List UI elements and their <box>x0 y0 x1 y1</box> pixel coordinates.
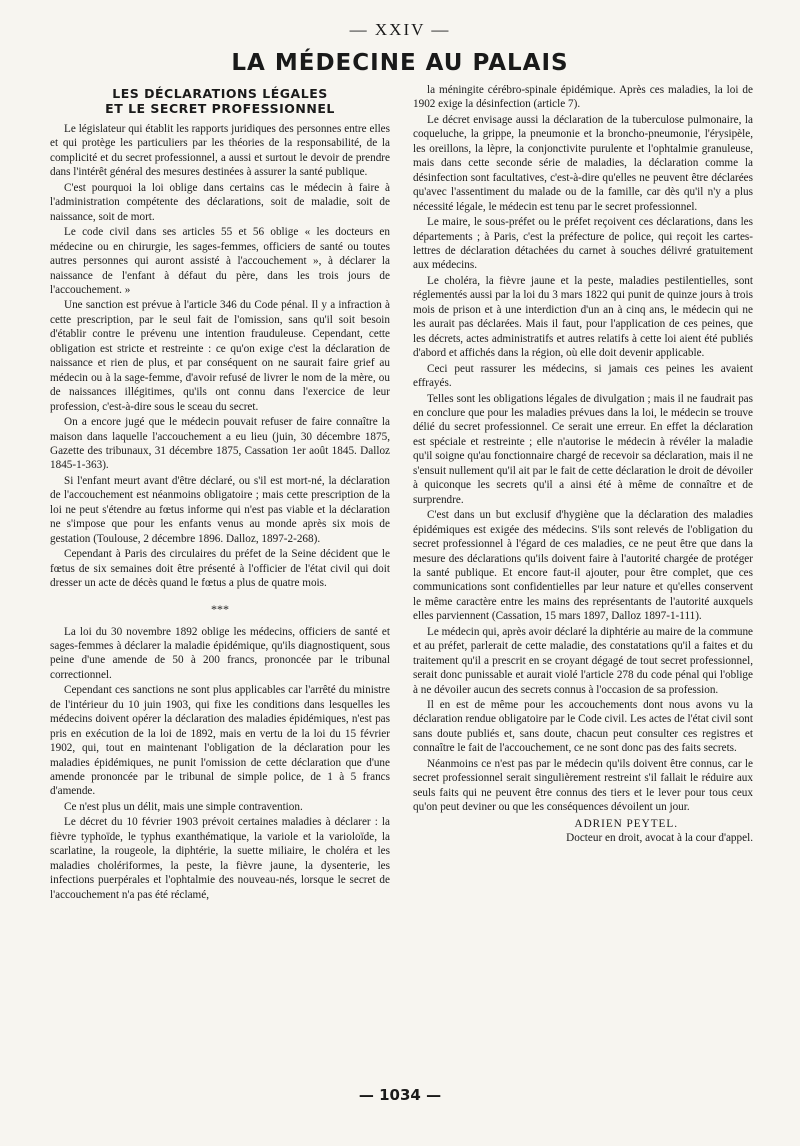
running-head: — XXIV — <box>349 20 451 39</box>
asterism-separator: *** <box>211 601 229 616</box>
paragraph: Cependant ces sanctions ne sont plus applicables car l'arrêté du ministre de l'intérieur du 10 juin 1903, qui fixe les conditions dans lesquelles les médecins doivent opérer la déclaration des maladies épidémiques, n'est pas pris en exécution de la loi de 1892, mais en vertu de la loi du 15 février 1902, qui, tout en maintenant l'obligation de la déclaration pour les maladies épidémiques, ne punit l'omission de cette déclaration que d'une amende prononcée par le tribunal de simple police, de 1 à 5 francs d'amende. <box>50 684 390 798</box>
paragraph: Le médecin qui, après avoir déclaré la diphtérie au maire de la commune et au préfet, parlerait de cette maladie, des constatations qu'il a faites et du traitement qu'il a prescrit en se croyant dégagé de tout secret professionnel, serait donc punissable et aurait violé l'article 278 du code pénal qui l'oblige à ne dévoiler aucun des secrets connus à l'occasion de sa profession. <box>413 625 753 696</box>
paragraph: Une sanction est prévue à l'article 346 du Code pénal. Il y a infraction à cette prescription, par le seul fait de l'omission, sans qu'il soit besoin d'établir contre le prévenu une intention frauduleuse. Cependant, cette obligation est stricte et restreinte : ce qu'on exige c'est la déclaration de naissance et rien de plus, et par conséquent on ne saurait faire grief au médecin ou à la sage-femme, d'avoir refusé de livrer le nom de la mère, ou de naissances illégitimes, qu'ils ont connu dans l'exercice de leur profession, c'est-à-dire sous le sceau du secret. <box>50 299 390 413</box>
section-title <box>50 86 390 116</box>
paragraph: Le choléra, la fièvre jaune et la peste, maladies pestilentielles, sont réglementés aussi par la loi du 3 mars 1822 qui punit de quinze jours à trois mois de prison et à une interdiction d'un an à cinq ans, le médecin qui ne les aurait pas déclarées. Mais il faut, pour l'application de ces peines, que les décrets, actes administratifs et autres relatifs à cette loi aient été publiés d'abord et affichés dans la région, où elle doit devenir applicable. <box>413 274 753 360</box>
author-title: Docteur en droit, avocat à la cour d'appel. <box>566 832 753 845</box>
section-title-line2: ET LE SECRET PROFESSIONNEL <box>105 101 335 116</box>
left-column <box>50 86 390 902</box>
paragraph: Ce n'est plus un délit, mais une simple contravention. <box>64 800 303 813</box>
page-number: — 1034 — <box>358 1086 442 1104</box>
paragraph: Cependant à Paris des circulaires du préfet de la Seine décident que le fœtus de six semaines doit être présenté à l'officier de l'état civil qui doit dresser un acte de décès quand le fœtus a plus de quatre mois. <box>50 548 390 590</box>
paragraph: Il en est de même pour les accouchements dont nous avons vu la déclaration rendue obligatoire par le Code civil. Les actes de l'état civil sont sans doute publiés et, sans doute, chacun peut consulter ces registres et connaître le fait de l'accouchement, ce ne sont donc pas des faits secrets. <box>413 699 753 755</box>
section-title-line1: LES DÉCLARATIONS LÉGALES <box>112 86 328 101</box>
author-signature: ADRIEN PEYTEL. <box>574 817 678 830</box>
paragraph: Le législateur qui établit les rapports juridiques des personnes entre elles et qui protège les particuliers par les théories de la responsabilité, de la complicité et du secret professionnel, a aussi et surtout le devoir de prendre dans l'intérêt général des mesures destinées à assurer la santé publique. <box>50 123 390 179</box>
paragraph: Le maire, le sous-préfet ou le préfet reçoivent ces déclarations, dans les départements ; à Paris, c'est la préfecture de police, qui reçoit les cartes-lettres de déclaration détachées du carnet à souches délivré gratuitement aux médecins. <box>413 216 753 272</box>
paragraph: Néanmoins ce n'est pas par le médecin qu'ils doivent être connus, car le secret professionnel serait singulièrement restreint s'il fallait le réduire aux seuls faits qui ne peuvent être connus des tiers et le lever pour tous ceux qu'on peut deviner ou que les conséquences dévoilent un jour. <box>413 757 753 814</box>
paragraph: C'est dans un but exclusif d'hygiène que la déclaration des maladies épidémiques est exigée des médecins. S'ils sont relevés de l'obligation du secret professionnel à l'égard de ces maladies, ce ne peut être que dans la mesure des déclarations qu'ils doivent faire à l'autorité chargée de protéger la santé publique. Et encore faut-il ajouter, pour être complet, que ces communications sont confidentielles par leur nature et qu'elles conservent le même caractère entre les mains des représentants de l'autorité auxquels elles parviennent (Cassation, 15 mars 1897, Dalloz 1897-1-111). <box>413 509 753 623</box>
right-column <box>413 82 753 846</box>
paragraph: Le décret du 10 février 1903 prévoit certaines maladies à déclarer : la fièvre typhoïde, le typhus exanthématique, la variole et la varioloïde, la scarlatine, la rougeole, la diphtérie, la suette miliaire, le choléra et les maladies cholériformes, la peste, la fièvre jaune, la dysenterie, les infections puerpérales et l'ophtalmie des nouveau-nés, lorsque le secret de l'accouchement n'a pas été réclamé, <box>50 816 390 901</box>
paragraph: On a encore jugé que le médecin pouvait refuser de faire connaître la maison dans laquelle l'accouchement a eu lieu (juin, 30 décembre 1875, Gazette des tribunaux, 31 décembre 1875, Cassation 1er août 1845. Dalloz 1845-1-363). <box>50 416 390 472</box>
paragraph: Si l'enfant meurt avant d'être déclaré, ou s'il est mort-né, la déclaration de l'accouchement est néanmoins obligatoire ; mais cette prescription de la loi ne peut s'étendre au fœtus informe qui n'est pas viable et la déclaration ne s'impose que pour les enfants venus au monde après six mois de gestation (Toulouse, 2 décembre 1896. Dalloz, 1897-2-268). <box>50 474 390 545</box>
paragraph: la méningite cérébro-spinale épidémique. Après ces maladies, la loi de 1902 exige la désinfection (article 7). <box>413 84 753 111</box>
paragraph: Le décret envisage aussi la déclaration de la tuberculose pulmonaire, la coqueluche, la grippe, la pneumonie et la broncho-pneumonie, l'érysipèle, les oreillons, la lèpre, la conjonctivite purulente et l'ophtalmie granuleuse, mais dans cette seconde série de maladies, la déclaration comme la désinfection sont facultatives, c'est-à-dire qu'elles ne peuvent être déclarées qu'avec l'assentiment du malade ou de la famille, car dès qu'il n'y a plus nécessité légale, le médecin est tenu par le secret professionnel. <box>413 113 753 213</box>
paragraph: Ceci peut rassurer les médecins, si jamais ces peines les avaient effrayés. <box>413 362 753 390</box>
paragraph: Telles sont les obligations légales de divulgation ; mais il ne faudrait pas en conclure que pour les maladies prévues dans la loi, le médecin se trouve délié du secret professionnel. Ce serait une erreur. En effet la déclaration est spéciale et restreinte ; elle n'autorise le médecin à révéler la maladie qu'il soigne qu'au fonctionnaire chargé de recevoir sa déclaration, mais il ne s'ensuit nullement qu'il ait par le fait de cette déclaration le droit de dévoiler à quiconque les secrets qu'il a ainsi été à même de connaître et de surprendre. <box>413 392 753 506</box>
paragraph: Le code civil dans ses articles 55 et 56 oblige « les docteurs en médecine ou en chirurgie, les sages-femmes, officiers de santé ou toutes autres personnes qui auront assisté à l'accouchement », à déclarer la naissance de l'enfant à défaut du père, dans les trois jours de l'accouchement. » <box>50 226 390 296</box>
main-title: LA MÉDECINE AU PALAIS <box>231 50 569 76</box>
paragraph: C'est pourquoi la loi oblige dans certains cas le médecin à faire à l'administration compétente des déclarations, soit de maladie, soit de naissance, soit de mort. <box>50 181 390 223</box>
paragraph: La loi du 30 novembre 1892 oblige les médecins, officiers de santé et sages-femmes à déclarer la maladie épidémique, qu'ils diagnostiquent, sous peine d'une amende de 50 à 200 francs, prononcée par le tribunal correctionnel. <box>50 625 390 681</box>
